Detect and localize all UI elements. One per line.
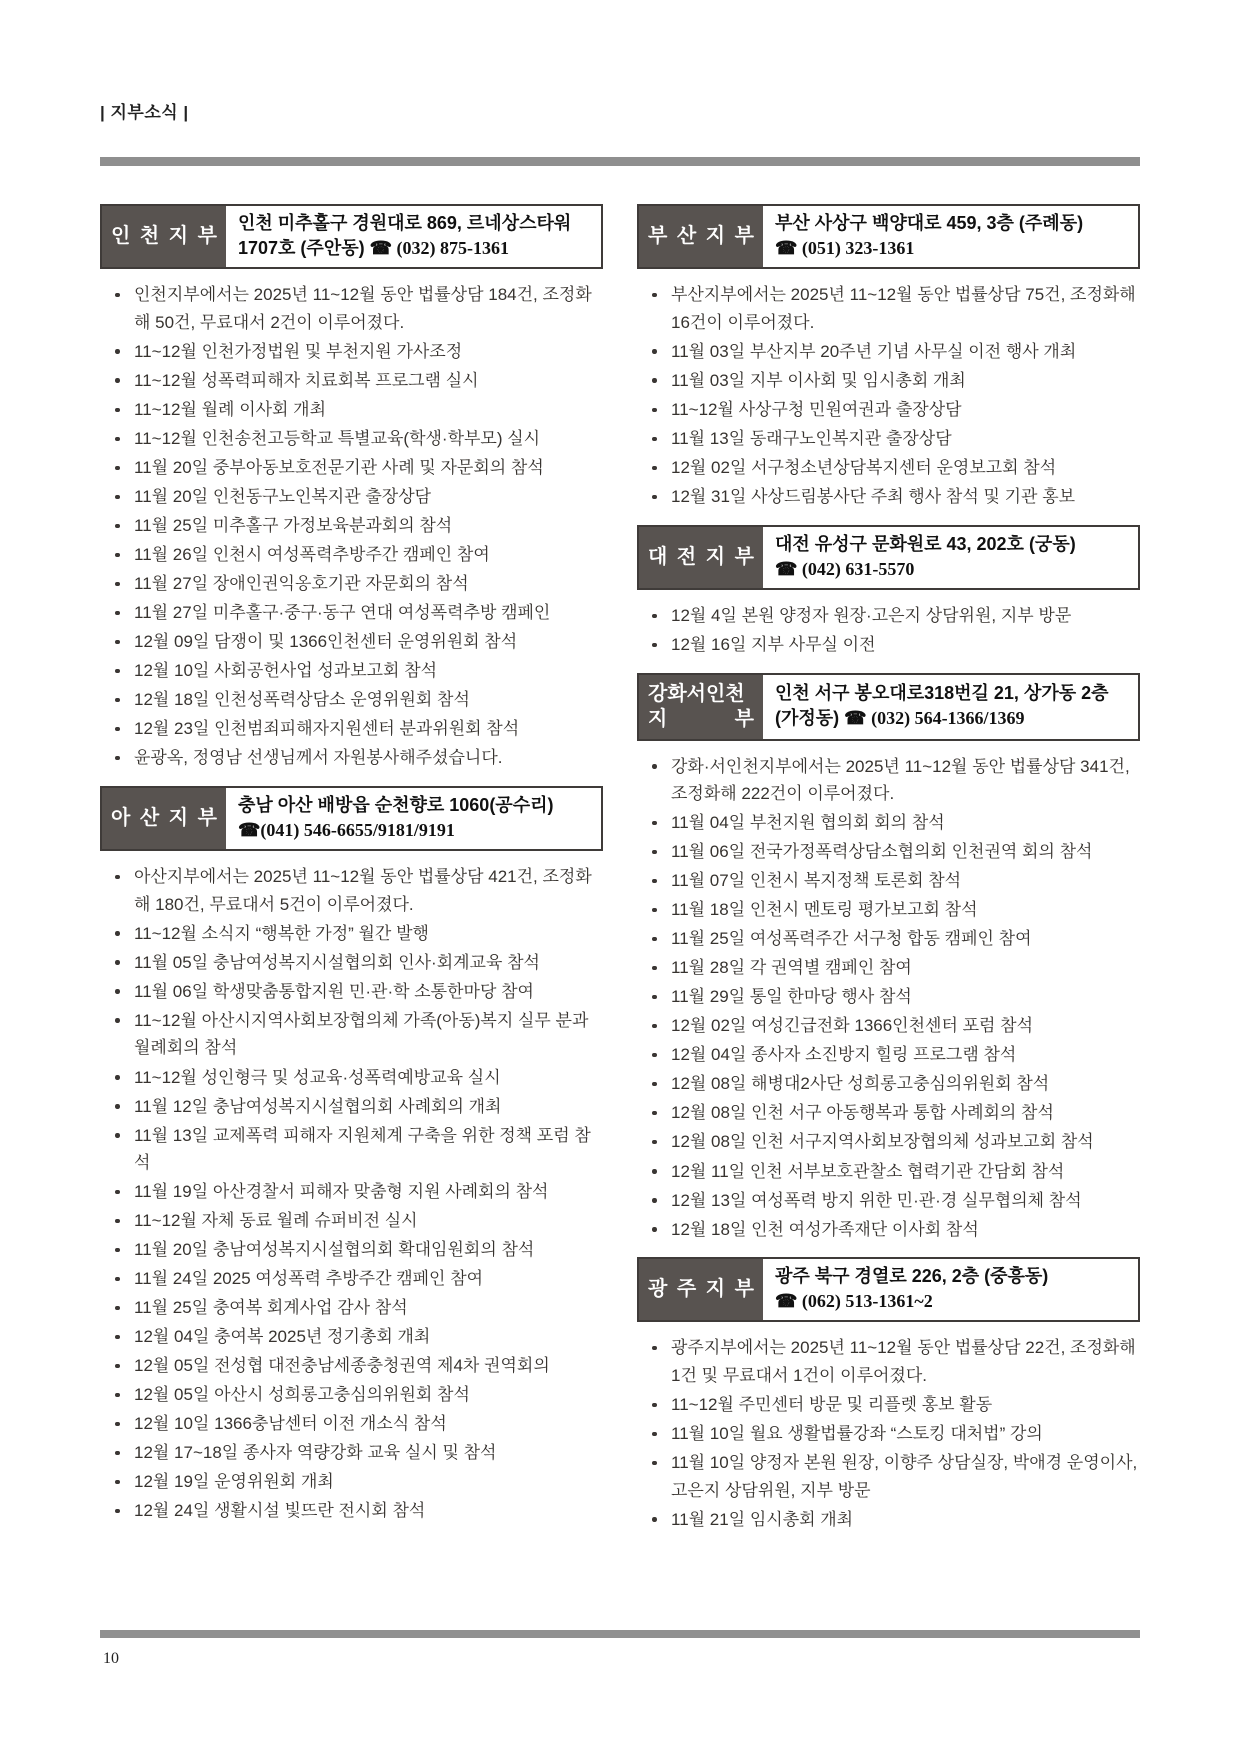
branch-section-busan xyxy=(637,204,1140,511)
branch-address-line2 xyxy=(238,818,591,843)
branch-address xyxy=(763,1259,1138,1320)
activity-item: 11월 21일 임시총회 개최 xyxy=(639,1506,1140,1534)
branch-name-label xyxy=(639,1259,763,1320)
activity-item: 11월 10일 양정자 본원 원장, 이향주 상담실장, 박애경 운영이사, 고은지 상담위원, 지부 방문 xyxy=(639,1449,1140,1504)
activity-item: 12월 18일 인천 여성가족재단 이사회 참석 xyxy=(639,1216,1140,1244)
branch-activity-list xyxy=(100,863,603,1525)
right-column xyxy=(637,204,1140,1547)
activity-item: 12월 31일 사상드림봉사단 주최 행사 참석 및 기관 홍보 xyxy=(639,483,1140,511)
branch-address-line1: 부산 사상구 백양대로 459, 3층 (주례동) xyxy=(775,213,1084,233)
branch-name-text: 강화서인천 xyxy=(648,682,745,705)
branch-header xyxy=(637,525,1140,590)
branch-address-line1: 충남 아산 배방읍 순천향로 1060(공수리) xyxy=(238,794,554,815)
branch-header xyxy=(637,1257,1140,1322)
activity-item: 11~12월 월례 이사회 개최 xyxy=(102,396,603,424)
activity-item: 12월 02일 서구청소년상담복지센터 운영보고회 참석 xyxy=(639,454,1140,482)
activity-item: 12월 24일 생활시설 빛뜨란 전시회 참석 xyxy=(102,1497,603,1525)
activity-item: 12월 10일 1366충남센터 이전 개소식 참석 xyxy=(102,1410,603,1438)
activity-item: 11월 20일 중부아동보호전문기관 사례 및 자문회의 참석 xyxy=(102,454,603,482)
activity-item: 인천지부에서는 2025년 11~12월 동안 법률상담 184건, 조정화해 50건, 무료대서 2건이 이루어졌다. xyxy=(102,281,603,336)
activity-item: 12월 23일 인천범죄피해자지원센터 분과위원회 참석 xyxy=(102,715,603,743)
activity-item: 12월 4일 본원 양정자 원장·고은지 상담위원, 지부 방문 xyxy=(639,602,1140,630)
branch-address-line2 xyxy=(775,1289,1128,1314)
branch-address-line1: 광주 북구 경열로 226, 2층 (중흥동) xyxy=(775,1266,1049,1287)
activity-item: 11~12월 성폭력피해자 치료회복 프로그램 실시 xyxy=(102,367,603,395)
activity-item: 11~12월 아산시지역사회보장협의체 가족(아동)복지 실무 분과 월례회의 참석 xyxy=(102,1007,603,1062)
branch-header xyxy=(637,673,1140,741)
activity-item: 12월 09일 담쟁이 및 1366인천센터 운영위원회 참석 xyxy=(102,628,603,656)
branch-name-label xyxy=(639,675,763,739)
branch-name-text: 대 전 지 부 xyxy=(648,545,754,568)
branch-activity-list xyxy=(637,1334,1140,1533)
branch-header xyxy=(100,204,603,269)
activity-item: 11월 04일 부천지원 협의회 회의 참석 xyxy=(639,809,1140,837)
branch-address-line2 xyxy=(238,236,591,261)
branch-address xyxy=(226,788,601,849)
page-number: 10 xyxy=(103,1650,119,1667)
branch-address xyxy=(763,675,1138,739)
activity-item: 11월 06일 학생맞춤통합지원 민·관·학 소통한마당 참여 xyxy=(102,978,603,1006)
activity-item: 11월 06일 전국가정폭력상담소협의회 인천권역 회의 참석 xyxy=(639,838,1140,866)
activity-item: 11월 25일 미추홀구 가정보육분과회의 참석 xyxy=(102,512,603,540)
branch-phone: ☎ (032) 875-1361 xyxy=(369,238,509,259)
branch-section-daejeon xyxy=(637,525,1140,659)
activity-item: 12월 08일 해병대2사단 성희롱고충심의위원회 참석 xyxy=(639,1070,1140,1098)
branch-phone: ☎(041) 546-6655/9181/9191 xyxy=(238,820,455,841)
activity-item: 아산지부에서는 2025년 11~12월 동안 법률상담 421건, 조정화해 180건, 무료대서 5건이 이루어졌다. xyxy=(102,863,603,918)
activity-item: 11월 28일 각 권역별 캠페인 참여 xyxy=(639,954,1140,982)
activity-item: 12월 04일 충여복 2025년 정기총회 개최 xyxy=(102,1323,603,1351)
activity-item: 12월 08일 인천 서구 아동행복과 통합 사례회의 참석 xyxy=(639,1099,1140,1127)
activity-item: 11월 19일 아산경찰서 피해자 맞춤형 지원 사례회의 참석 xyxy=(102,1178,603,1206)
branch-address-line1: 대전 유성구 문화원로 43, 202호 (궁동) xyxy=(775,533,1076,554)
activity-item: 12월 05일 전성협 대전충남세종충청권역 제4차 권역회의 xyxy=(102,1352,603,1380)
branch-section-asan xyxy=(100,786,603,1525)
activity-item: 11월 27일 장애인권익옹호기관 자문회의 참석 xyxy=(102,570,603,598)
branch-activity-list xyxy=(637,602,1140,659)
branch-section-incheon xyxy=(100,204,603,772)
branch-phone: ☎ (032) 564-1366/1369 xyxy=(844,708,1025,729)
branch-address xyxy=(763,527,1138,588)
bottom-divider-bar xyxy=(100,1630,1140,1638)
branch-section-ganghwa-seoincheon xyxy=(637,673,1140,1244)
branch-header xyxy=(637,204,1140,269)
activity-item: 12월 18일 인천성폭력상담소 운영위원회 참석 xyxy=(102,686,603,714)
activity-item: 12월 16일 지부 사무실 이전 xyxy=(639,631,1140,659)
two-column-layout xyxy=(100,204,1140,1547)
page-title: | 지부소식 | xyxy=(100,103,189,122)
branch-address-line2 xyxy=(775,706,1128,731)
activity-item: 윤광옥, 정영남 선생님께서 자원봉사해주셨습니다. xyxy=(102,744,603,772)
activity-item: 11월 25일 여성폭력주간 서구청 합동 캠페인 참여 xyxy=(639,925,1140,953)
branch-address-prefix: 1707호 (주안동) xyxy=(238,238,370,259)
activity-item: 11월 03일 지부 이사회 및 임시총회 개최 xyxy=(639,367,1140,395)
branch-name-label xyxy=(102,206,226,267)
activity-item: 11월 25일 충여복 회계사업 감사 참석 xyxy=(102,1294,603,1322)
branch-name-text: 부 산 지 부 xyxy=(648,225,754,248)
activity-item: 11~12월 성인형극 및 성교육·성폭력예방교육 실시 xyxy=(102,1064,603,1092)
activity-item: 11월 18일 인천시 멘토링 평가보고회 참석 xyxy=(639,896,1140,924)
activity-item: 11월 24일 2025 여성폭력 추방주간 캠페인 참여 xyxy=(102,1265,603,1293)
activity-item: 11~12월 자체 동료 월례 슈퍼비전 실시 xyxy=(102,1207,603,1235)
branch-phone: ☎ (042) 631-5570 xyxy=(775,558,915,579)
activity-item: 11월 07일 인천시 복지정책 토론회 참석 xyxy=(639,867,1140,895)
branch-name-label xyxy=(102,788,226,849)
branch-phone: ☎ (062) 513-1361~2 xyxy=(775,1291,933,1312)
activity-item: 11~12월 사상구청 민원여권과 출장상담 xyxy=(639,396,1140,424)
activity-item: 12월 02일 여성긴급전화 1366인천센터 포럼 참석 xyxy=(639,1012,1140,1040)
activity-item: 11월 26일 인천시 여성폭력추방주간 캠페인 참여 xyxy=(102,541,603,569)
branch-name-label xyxy=(639,527,763,588)
activity-item: 11~12월 인천송천고등학교 특별교육(학생·학부모) 실시 xyxy=(102,425,603,453)
activity-item: 11월 10일 월요 생활법률강좌 “스토킹 대처법” 강의 xyxy=(639,1420,1140,1448)
branch-address-line1: 인천 미추홀구 경원대로 869, 르네상스타워 xyxy=(238,213,572,233)
branch-activity-list xyxy=(637,281,1140,510)
branch-activity-list xyxy=(100,281,603,772)
branch-name-text: 아 산 지 부 xyxy=(111,807,217,830)
branch-header xyxy=(100,786,603,851)
top-divider-bar xyxy=(100,157,1140,166)
activity-item: 11~12월 소식지 “행복한 가정” 월간 발행 xyxy=(102,920,603,948)
activity-item: 12월 05일 아산시 성희롱고충심의위원회 참석 xyxy=(102,1381,603,1409)
activity-item: 11월 03일 부산지부 20주년 기념 사무실 이전 행사 개최 xyxy=(639,338,1140,366)
branch-address-line2 xyxy=(775,236,1128,261)
branch-activity-list xyxy=(637,753,1140,1244)
activity-item: 12월 10일 사회공헌사업 성과보고회 참석 xyxy=(102,657,603,685)
branch-section-gwangju xyxy=(637,1257,1140,1533)
activity-item: 11월 27일 미추홀구·중구·동구 연대 여성폭력추방 캠페인 xyxy=(102,599,603,627)
activity-item: 11~12월 주민센터 방문 및 리플렛 홍보 활동 xyxy=(639,1391,1140,1419)
activity-item: 11월 13일 교제폭력 피해자 지원체계 구축을 위한 정책 포럼 참석 xyxy=(102,1122,603,1177)
activity-item: 12월 11일 인천 서부보호관찰소 협력기관 간담회 참석 xyxy=(639,1158,1140,1186)
activity-item: 11월 05일 충남여성복지시설협의회 인사·회계교육 참석 xyxy=(102,949,603,977)
activity-item: 11~12월 인천가정법원 및 부천지원 가사조정 xyxy=(102,338,603,366)
branch-address-line2 xyxy=(775,557,1128,582)
activity-item: 12월 08일 인천 서구지역사회보장협의체 성과보고회 참석 xyxy=(639,1128,1140,1156)
activity-item: 강화·서인천지부에서는 2025년 11~12월 동안 법률상담 341건, 조정화해 222건이 이루어졌다. xyxy=(639,753,1140,808)
branch-address xyxy=(763,206,1138,267)
activity-item: 11월 20일 충남여성복지시설협의회 확대임원회의 참석 xyxy=(102,1236,603,1264)
activity-item: 부산지부에서는 2025년 11~12월 동안 법률상담 75건, 조정화해 16건이 이루어졌다. xyxy=(639,281,1140,336)
activity-item: 11월 13일 동래구노인복지관 출장상담 xyxy=(639,425,1140,453)
branch-address xyxy=(226,206,601,267)
branch-name-text: 광 주 지 부 xyxy=(648,1278,754,1301)
activity-item: 12월 04일 종사자 소진방지 힐링 프로그램 참석 xyxy=(639,1041,1140,1069)
activity-item: 광주지부에서는 2025년 11~12월 동안 법률상담 22건, 조정화해 1건 및 무료대서 1건이 이루어졌다. xyxy=(639,1334,1140,1389)
left-column xyxy=(100,204,603,1547)
branch-phone: ☎ (051) 323-1361 xyxy=(775,238,915,259)
branch-address-line1: 인천 서구 봉오대로318번길 21, 상가동 2층 xyxy=(775,682,1109,703)
branch-name-text: 지 부 xyxy=(648,707,754,730)
activity-item: 12월 17~18일 종사자 역량강화 교육 실시 및 참석 xyxy=(102,1439,603,1467)
activity-item: 12월 19일 운영위원회 개최 xyxy=(102,1468,603,1496)
branch-name-text: 인 천 지 부 xyxy=(111,225,217,248)
activity-item: 11월 12일 충남여성복지시설협의회 사례회의 개최 xyxy=(102,1093,603,1121)
activity-item: 11월 20일 인천동구노인복지관 출장상담 xyxy=(102,483,603,511)
branch-address-prefix: (가정동) xyxy=(775,708,845,729)
branch-name-label xyxy=(639,206,763,267)
activity-item: 12월 13일 여성폭력 방지 위한 민·관·경 실무협의체 참석 xyxy=(639,1187,1140,1215)
activity-item: 11월 29일 통일 한마당 행사 참석 xyxy=(639,983,1140,1011)
